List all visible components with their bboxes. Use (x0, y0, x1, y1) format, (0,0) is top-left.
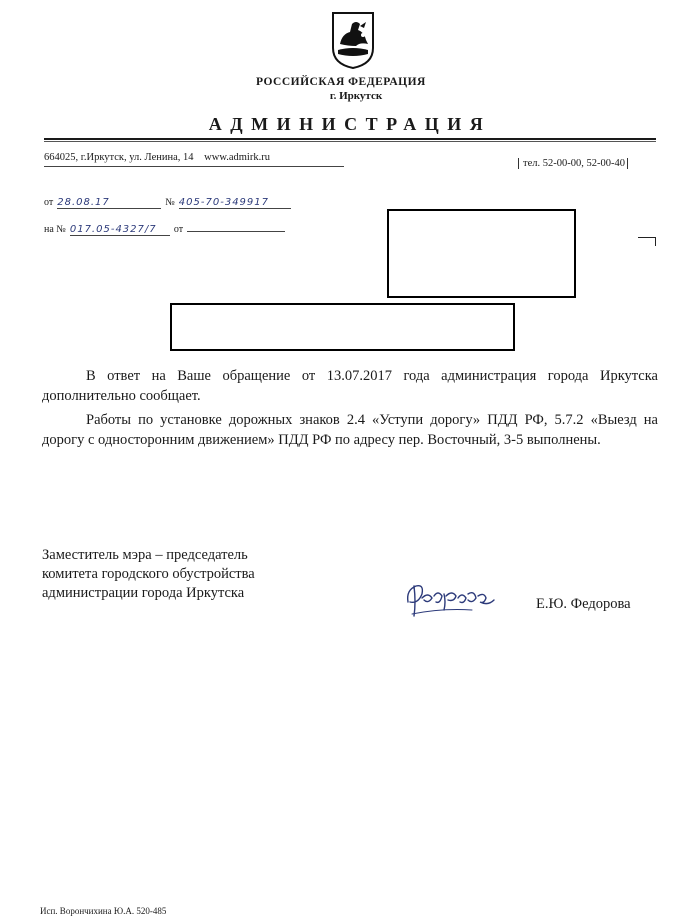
reply-prefix: на № (44, 224, 66, 235)
address-block-corner-mark (638, 237, 656, 246)
signatory-title-line-2: комитета городского обустройства (42, 566, 255, 582)
signatory-title (42, 546, 255, 603)
phone-numbers: тел. 52-00-00, 52-00-40 (518, 158, 628, 169)
signatory-title-line-1: Заместитель мэра – председатель (42, 547, 248, 563)
website-link[interactable]: www.admirk.ru (204, 152, 270, 163)
date-prefix: от (44, 197, 54, 208)
city-coat-of-arms-icon (330, 10, 376, 70)
outgoing-number: 405-70-349917 (179, 197, 291, 209)
signatory-name: Е.Ю. Федорова (536, 596, 631, 612)
redacted-salutation-block (170, 303, 515, 351)
address-underline (44, 166, 344, 167)
signatory-title-line-3: администрации города Иркутска (42, 585, 245, 601)
handwritten-signature (402, 572, 498, 626)
outgoing-date: 28.08.17 (57, 197, 161, 209)
header-divider-thin (44, 141, 656, 142)
address-line (44, 152, 270, 163)
header-divider (44, 138, 656, 140)
incoming-number: 017.05-4327/7 (70, 224, 170, 236)
number-prefix: № (165, 197, 175, 208)
outgoing-reference (44, 192, 291, 210)
postal-address: 664025, г.Иркутск, ул. Ленина, 14 (44, 152, 194, 163)
country-name: РОССИЙСКАЯ ФЕДЕРАЦИЯ (256, 76, 426, 88)
city-name: г. Иркутск (329, 90, 383, 102)
redacted-recipient-block (387, 209, 576, 298)
incoming-date (187, 219, 285, 232)
body-paragraph-2: Работы по установке дорожных знаков 2.4 «Уступи дорогу» ПДД РФ, 5.7.2 «Выезд на дорогу с односторонним движением» ПДД РФ по адресу пер. Восточный, 3-5 выполнены. (42, 412, 658, 448)
incoming-reference (44, 219, 285, 237)
organization-title: АДМИНИСТРАЦИЯ (208, 114, 492, 134)
reply-date-prefix: от (173, 224, 184, 235)
body-paragraph-1: В ответ на Ваше обращение от 13.07.2017 года администрация города Иркутска дополнительно сообщает. (42, 368, 658, 404)
executor-info: Исп. Ворончихина Ю.А. 520-485 (40, 906, 167, 916)
